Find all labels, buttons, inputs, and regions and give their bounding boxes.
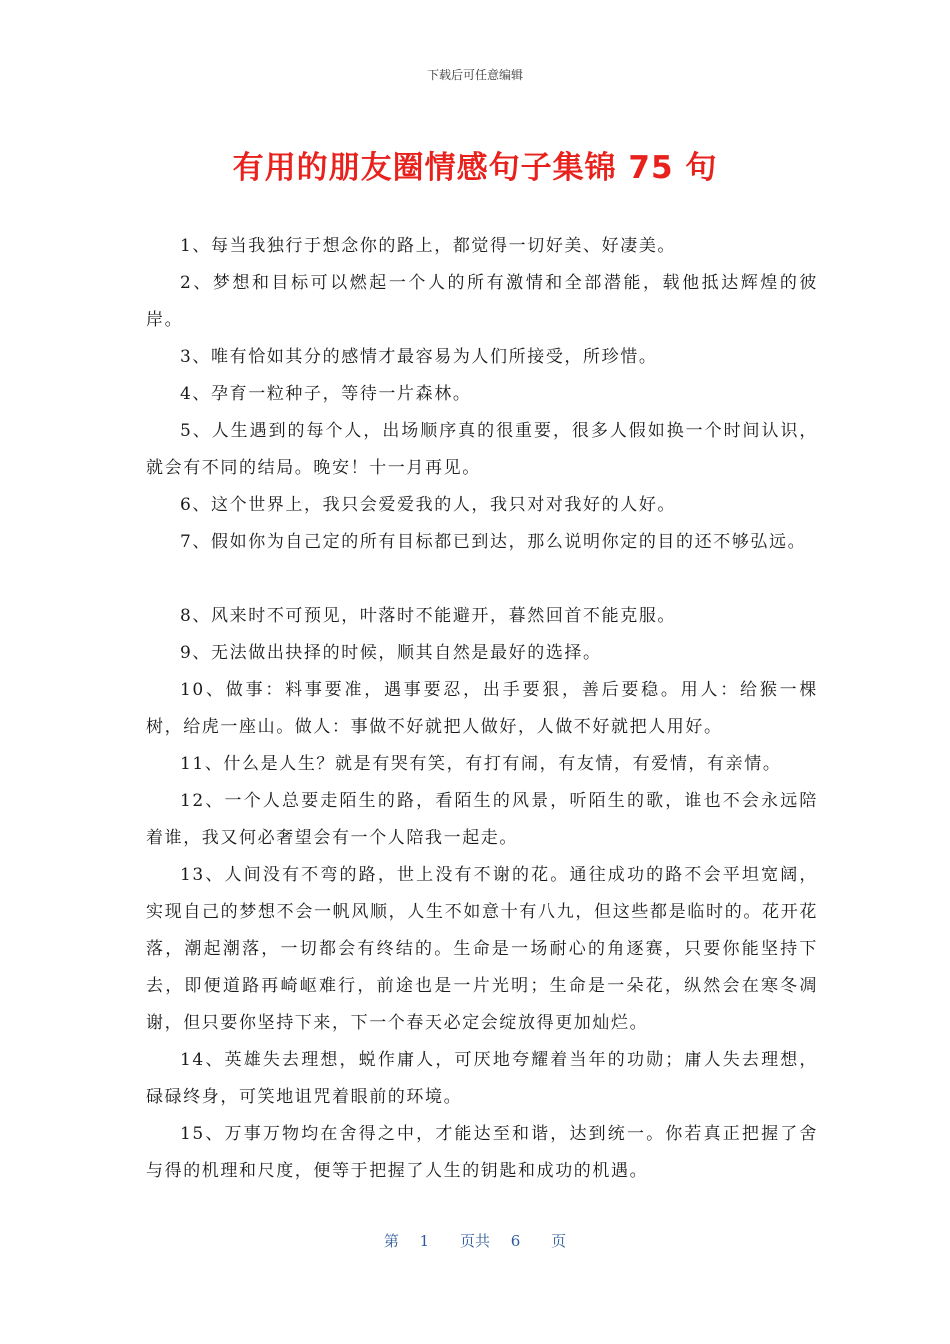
paragraph: 12、一个人总要走陌生的路，看陌生的风景，听陌生的歌，谁也不会永远陪着谁，我又何必奢望会有一个人陪我一起走。	[146, 791, 818, 848]
footer-total-pages: 6	[510, 1232, 521, 1250]
paragraph: 15、万事万物均在舍得之中，才能达至和谐，达到统一。你若真正把握了舍与得的机理和尺度，便等于把握了人生的钥匙和成功的机遇。	[146, 1124, 818, 1181]
paragraph: 13、人间没有不弯的路，世上没有不谢的花。通往成功的路不会平坦宽阔，实现自己的梦想不会一帆风顺，人生不如意十有八九，但这些都是临时的。花开花落，潮起潮落，一切都会有终结的。生命是一场耐心的角逐赛，只要你能坚持下去，即便道路再崎岖难行，前途也是一片光明；生命是一朵花，纵然会在寒冬凋谢，但只要你坚持下来，下一个春天必定会绽放得更加灿烂。	[146, 865, 818, 1033]
paragraph: 11、什么是人生？就是有哭有笑，有打有闹，有友情，有爱情，有亲情。	[180, 754, 782, 774]
blank-line	[146, 561, 818, 598]
footer-label-of: 页共	[459, 1232, 490, 1250]
header-note: 下载后可任意编辑	[426, 68, 523, 82]
page-footer	[0, 1230, 950, 1251]
paragraph: 1、每当我独行于想念你的路上，都觉得一切好美、好凄美。	[180, 236, 677, 256]
paragraph: 14、英雄失去理想，蜕作庸人，可厌地夸耀着当年的功勋；庸人失去理想，碌碌终身，可笑地诅咒着眼前的环境。	[146, 1050, 818, 1107]
paragraph: 5、人生遇到的每个人，出场顺序真的很重要，很多人假如换一个时间认识，就会有不同的结局。晚安！十一月再见。	[146, 421, 818, 478]
paragraph: 10、做事：料事要准，遇事要忍，出手要狠，善后要稳。用人：给猴一棵树，给虎一座山。做人：事做不好就把人做好，人做不好就把人用好。	[146, 680, 818, 737]
paragraph: 6、这个世界上，我只会爱爱我的人，我只对对我好的人好。	[180, 495, 677, 515]
paragraph: 3、唯有恰如其分的感情才最容易为人们所接受，所珍惜。	[180, 347, 658, 367]
paragraph: 7、假如你为自己定的所有目标都已到达，那么说明你定的目的还不够弘远。	[180, 532, 807, 552]
paragraph: 9、无法做出抉择的时候，顺其自然是最好的选择。	[180, 643, 602, 663]
footer-label-page: 第	[383, 1232, 399, 1250]
paragraph: 8、风来时不可预见，叶落时不能避开，暮然回首不能克服。	[180, 606, 677, 626]
paragraph: 2、梦想和目标可以燃起一个人的所有激情和全部潜能，载他抵达辉煌的彼岸。	[146, 273, 818, 330]
paragraph: 4、孕育一粒种子，等待一片森林。	[180, 384, 472, 404]
document-title: 有用的朋友圈情感句子集锦 75 句	[232, 150, 718, 186]
document-body	[146, 228, 818, 1190]
footer-page-number: 1	[419, 1232, 430, 1250]
footer-label-end: 页	[551, 1232, 567, 1250]
